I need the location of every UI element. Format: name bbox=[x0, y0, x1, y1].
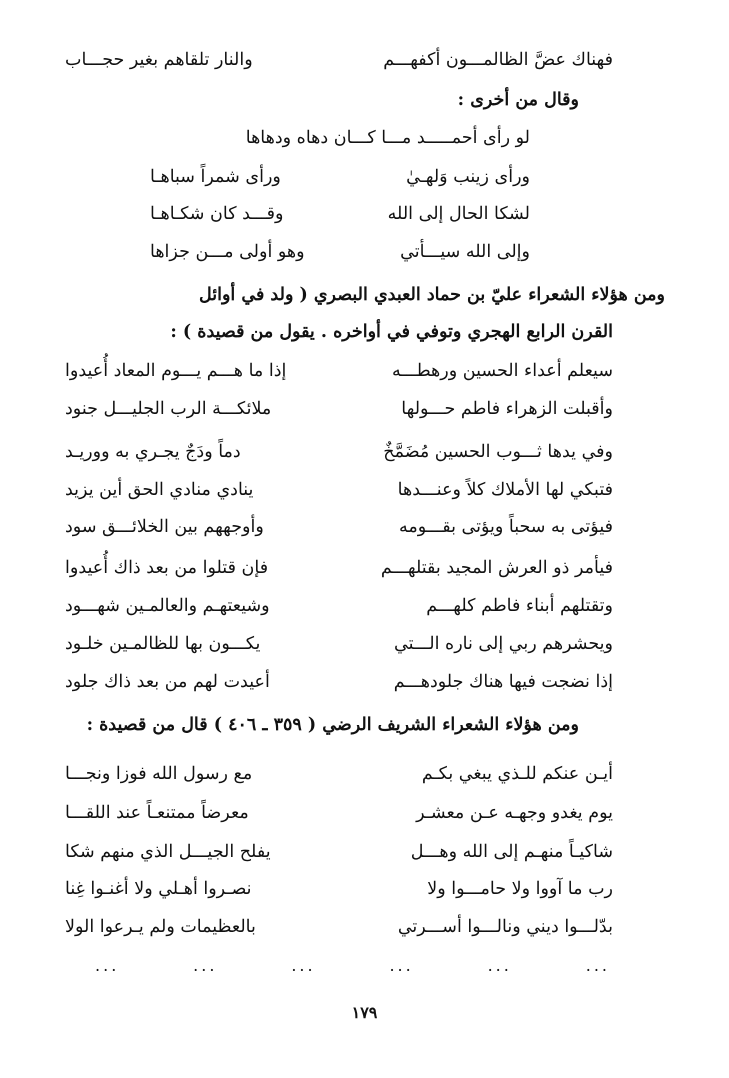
verse-right-hemistich: ويحشرهم ربي إلى ناره الـــتي bbox=[394, 634, 613, 654]
verse-left-hemistich: ملائكـــة الرب الجليـــل جنود bbox=[65, 399, 272, 419]
ellipsis-mark: ... bbox=[389, 956, 414, 975]
verse-right-hemistich: سيعلم أعداء الحسين ورهطـــه bbox=[391, 361, 613, 381]
verse-line bbox=[65, 515, 613, 539]
verse-right-hemistich: فيأمر ذو العرش المجيد بقتلهـــم bbox=[380, 558, 613, 578]
verse-left-hemistich: وقـــد كان شكـاهـا bbox=[150, 204, 284, 224]
verse-right-hemistich: ورأى زينب وَلهـيٰ bbox=[406, 167, 530, 187]
verse-left-hemistich: يفلح الجيـــل الذي منهم شكا bbox=[65, 842, 271, 862]
intro-text: القرن الرابع الهجري وتوفي في أواخره . يقول من قصيدة ) : bbox=[170, 322, 613, 342]
verse-right-hemistich: لشكا الحال إلى الله bbox=[387, 204, 530, 224]
verse-left-hemistich: إذا ما هـــم يـــوم المعاد أُعيدوا bbox=[65, 361, 287, 381]
verse-line bbox=[65, 632, 613, 656]
verse-right-hemistich: إذا نضجت فيها هناك جلودهـــم bbox=[393, 672, 613, 692]
verse-left-hemistich: والنار تلقاهم بغير حجـــاب bbox=[65, 50, 253, 70]
verse-line bbox=[65, 359, 613, 383]
verse-right-hemistich: يوم يغدو وجهـه عـن معشـر bbox=[416, 803, 613, 823]
ellipsis-mark: ... bbox=[193, 956, 218, 975]
verse-line bbox=[65, 762, 613, 786]
verse-line bbox=[65, 840, 613, 864]
verse-right-hemistich: أيـن عنكم للـذي يبغي بكـم bbox=[421, 764, 613, 784]
verse-line bbox=[150, 202, 530, 226]
verse-right-hemistich: وإلى الله سيـــأتي bbox=[400, 242, 530, 262]
verse-left-hemistich: ورأى شمراً سباهـا bbox=[150, 167, 281, 187]
verse-line bbox=[65, 556, 613, 580]
verse-line bbox=[65, 440, 613, 464]
verse-left-hemistich: بالعظيمات ولم يـرعوا الولا bbox=[65, 917, 256, 937]
verse-left-hemistich: أعيدت لهم من بعد ذاك جلود bbox=[65, 672, 270, 692]
verse-right-hemistich: بدّلـــوا ديني ونالـــوا أســـرتي bbox=[397, 917, 613, 937]
ellipsis-mark: ... bbox=[585, 956, 610, 975]
verse-left-hemistich: وأوجههم بين الخلائـــق سود bbox=[65, 517, 264, 537]
verse-left-hemistich: مع رسول الله فوزا ونجـــا bbox=[65, 764, 253, 784]
ellipsis-mark: ... bbox=[291, 956, 316, 975]
verse-left-hemistich: نصـروا أهـلي ولا أغنـوا غِنا bbox=[65, 879, 252, 899]
ellipsis-mark: ... bbox=[487, 956, 512, 975]
verse-right-hemistich: لو رأى أحمـــــد مـــا كـــان دهاه ودهاها bbox=[245, 128, 530, 148]
verse-right-hemistich: فهناك عضَّ الظالمـــون أكفهـــم bbox=[383, 50, 613, 70]
verse-left-hemistich: يكـــون بها للظالمـين خلـود bbox=[65, 634, 261, 654]
ellipsis-mark: ... bbox=[95, 956, 120, 975]
intro-text: ومن هؤلاء الشعراء الشريف الرضي ( ٣٥٩ ـ ٤٠٦ ) قال من قصيدة : bbox=[86, 715, 579, 735]
verse-right-hemistich: شاكيـاً منهـم إلى الله وهـــل bbox=[410, 842, 613, 862]
verse-line bbox=[150, 126, 530, 150]
verse-right-hemistich: فيؤتى به سحباً ويؤتى بقـــومه bbox=[399, 517, 613, 537]
verse-left-hemistich: وهو أولى مـــن جزاها bbox=[150, 242, 305, 262]
verse-line bbox=[65, 801, 613, 825]
verse-line bbox=[65, 397, 613, 421]
verse-line bbox=[65, 478, 613, 502]
verse-line bbox=[65, 877, 613, 901]
verse-line bbox=[65, 670, 613, 694]
verse-left-hemistich: فإن قتلوا من بعد ذاك أُعيدوا bbox=[65, 558, 269, 578]
verse-line bbox=[150, 165, 530, 189]
ellipsis-row bbox=[95, 956, 610, 975]
verse-line bbox=[65, 594, 613, 618]
verse-right-hemistich: وأقبلت الزهراء فاطم حـــولها bbox=[401, 399, 613, 419]
verse-left-hemistich: دماً ودَجٌ يجـري به ووريـد bbox=[65, 442, 241, 462]
verse-line bbox=[65, 48, 613, 72]
verse-left-hemistich: معرضاً ممتنعـاً عند اللقـــا bbox=[65, 803, 249, 823]
intro-text: ومن هؤلاء الشعراء عليّ بن حماد العبدي البصري ( ولد في أوائل bbox=[198, 285, 665, 305]
verse-right-hemistich: وفي يدها ثـــوب الحسين مُضَمَّخٌ bbox=[383, 442, 613, 462]
verse-right-hemistich: وتقتلهم أبناء فاطم كلهـــم bbox=[426, 596, 613, 616]
intro-text: وقال من أخرى : bbox=[457, 90, 579, 110]
verse-line bbox=[150, 240, 530, 264]
verse-right-hemistich: فتبكي لها الأملاك كلاً وعنـــدها bbox=[397, 480, 613, 500]
verse-line bbox=[65, 915, 613, 939]
page-number: ١٧٩ bbox=[351, 1003, 378, 1022]
verse-left-hemistich: وشيعتهـم والعالمـين شهـــود bbox=[65, 596, 270, 616]
verse-right-hemistich: رب ما آووا ولا حامـــوا ولا bbox=[427, 879, 613, 899]
verse-left-hemistich: ينادي منادي الحق أين يزيد bbox=[65, 480, 254, 500]
